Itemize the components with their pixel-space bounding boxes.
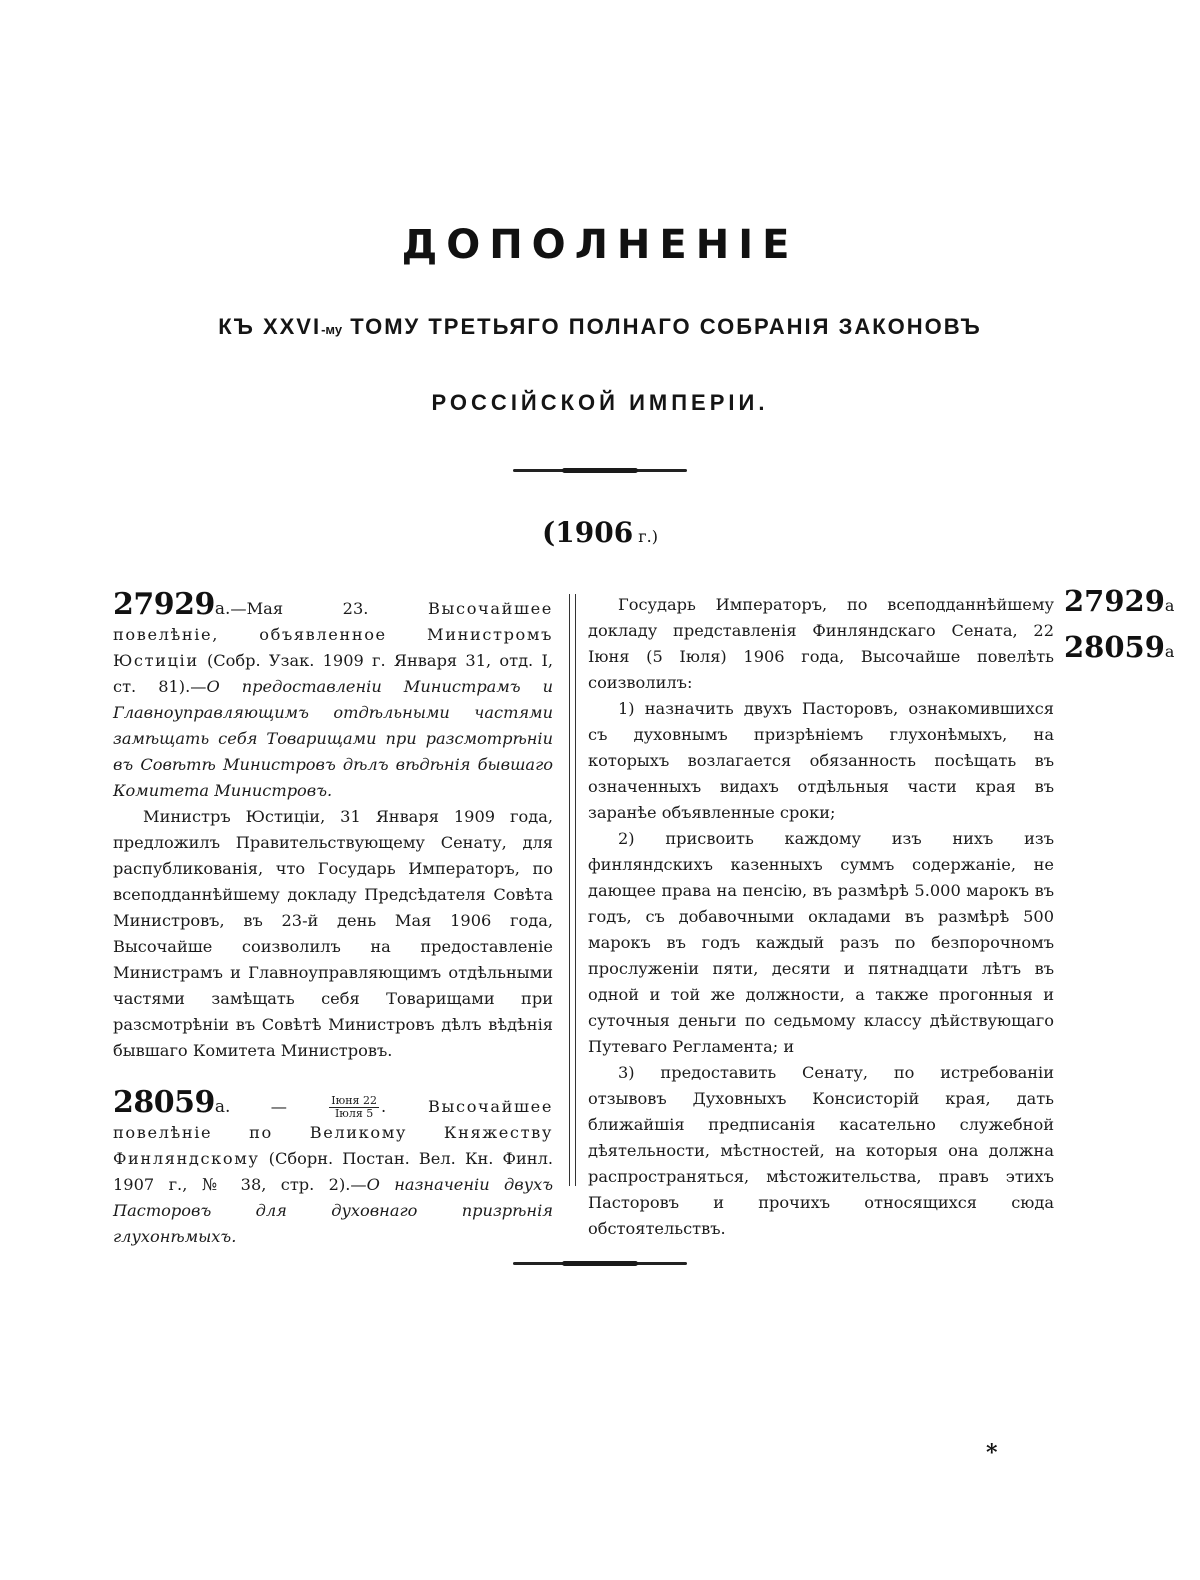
date-fraction-bottom: Іюля 5 [334, 1107, 374, 1120]
entry-date: —Мая 23. [230, 599, 429, 618]
entry-28059 [113, 1085, 554, 1250]
year-suffix: г.) [633, 527, 658, 546]
entry-number-suffix: а. [214, 599, 231, 619]
entry-heading: Высочайшее повелѣніе, объявленное Министромъ Юстиціи [113, 599, 553, 670]
year-value: (1906 [542, 516, 634, 549]
top-divider-rule [513, 469, 687, 472]
margin-ref-27929 [1064, 580, 1174, 627]
entry-number: 28059 [113, 1085, 215, 1120]
entry-dot: . [380, 1097, 387, 1116]
document-title: ДОПОЛНЕНІЕ [401, 222, 799, 268]
year-heading [0, 516, 1200, 549]
margin-ref-number: 27929 [1064, 584, 1165, 618]
date-fraction-top: Іюня 22 [331, 1094, 377, 1107]
subtitle-prefix: КЪ XXVI [218, 314, 322, 339]
entry-27929 [113, 587, 553, 804]
subtitle-rest: ТОМУ ТРЕТЬЯГО ПОЛНАГО СОБРАНІЯ ЗАКОНОВЪ [342, 314, 982, 339]
left-column [113, 587, 554, 1250]
entry-heading: Высочайшее повелѣніе по Великому Княжеству Финляндскому [113, 1097, 553, 1168]
decree-intro: Государь Императоръ, по всеподданнѣйшему докладу представленія Финляндскаго Сената, 22 Іюня (5 Іюля) 1906 года, Высочайше повелѣть соизволилъ: [588, 595, 1054, 692]
margin-ref-28059 [1064, 626, 1174, 673]
bottom-divider-rule [513, 1262, 687, 1265]
signature-mark: * [986, 1440, 998, 1466]
column-divider [569, 594, 576, 1186]
entry-summary: О предоставленіи Министрамъ и Главноуправляющимъ отдѣльными частями замѣщать себя Товарищами при разсмотрѣніи въ Совѣтѣ Министровъ дѣлъ вѣдѣнія бывшаго Комитета Министровъ. [113, 677, 553, 800]
entry-citation: (Сборн. Постан. Вел. Кн. Финл. 1907 г., № 38, стр. 2).— [113, 1149, 553, 1194]
margin-ref-suffix: а [1164, 596, 1175, 615]
decree-item-2: 2) присвоить каждому изъ нихъ изъ финляндскихъ казенныхъ суммъ содержаніе, не дающее права на пенсію, въ размѣрѣ 5.000 марокъ въ годъ, съ добавочными окладами въ размѣрѣ 500 марокъ въ годъ каждый разъ по безпорочномъ прослуженіи пяти, десяти и пятнадцати лѣтъ въ одной и той же должности, а также прогонныя и суточныя деньги по седьмому классу дѣйствующаго Путеваго Регламента; и [588, 829, 1054, 1056]
entry-dash: — [230, 1097, 328, 1116]
document-subtitle [0, 314, 1200, 340]
margin-ref-suffix: а [1164, 642, 1175, 661]
entry-body: Министръ Юстиціи, 31 Января 1909 года, предложилъ Правительствующему Сенату, для распубликованія, что Государь Императоръ, по всеподданнѣйшему докладу Предсѣдателя Совѣта Министровъ, въ 23-й день Мая 1906 года, Высочайше соизволилъ на предоставленіе Министрамъ и Главноуправляющимъ отдѣльными частями замѣщать себя Товарищами при разсмотрѣніи въ Совѣтѣ Министровъ дѣлъ вѣдѣнія бывшаго Комитета Министровъ. [113, 807, 553, 1060]
entry-summary: О назначеніи двухъ Пасторовъ для духовнаго призрѣнія глухонѣмыхъ. [113, 1175, 554, 1246]
subtitle-suffix-small: -му [321, 322, 343, 337]
date-fraction [329, 1095, 379, 1120]
entry-citation: (Собр. Узак. 1909 г. Января 31, отд. I, ст. 81).— [113, 651, 553, 696]
entry-number-suffix: а. [214, 1097, 231, 1117]
entry-number: 27929 [113, 587, 215, 622]
right-column [588, 592, 1054, 1242]
margin-ref-number: 28059 [1064, 630, 1165, 664]
decree-item-3: 3) предоставить Сенату, по истребованіи отзывовъ Духовныхъ Консисторій края, дать ближайшія предписанія касательно служебной дѣятельности, мѣстностей, на которыя она должна распространяться, мѣстожительства, правъ этихъ Пасторовъ и прочихъ относящихся сюда обстоятельствъ. [588, 1063, 1054, 1238]
document-subtitle-line2: РОССІЙСКОЙ ИМПЕРІИ. [431, 390, 769, 415]
decree-item-1: 1) назначить двухъ Пасторовъ, ознакомившихся съ духовнымъ призрѣніемъ глухонѣмыхъ, на которыхъ возлагается обязанность посѣщать въ означенныхъ видахъ отдѣльныя части края въ заранѣе объявленные сроки; [588, 699, 1054, 822]
